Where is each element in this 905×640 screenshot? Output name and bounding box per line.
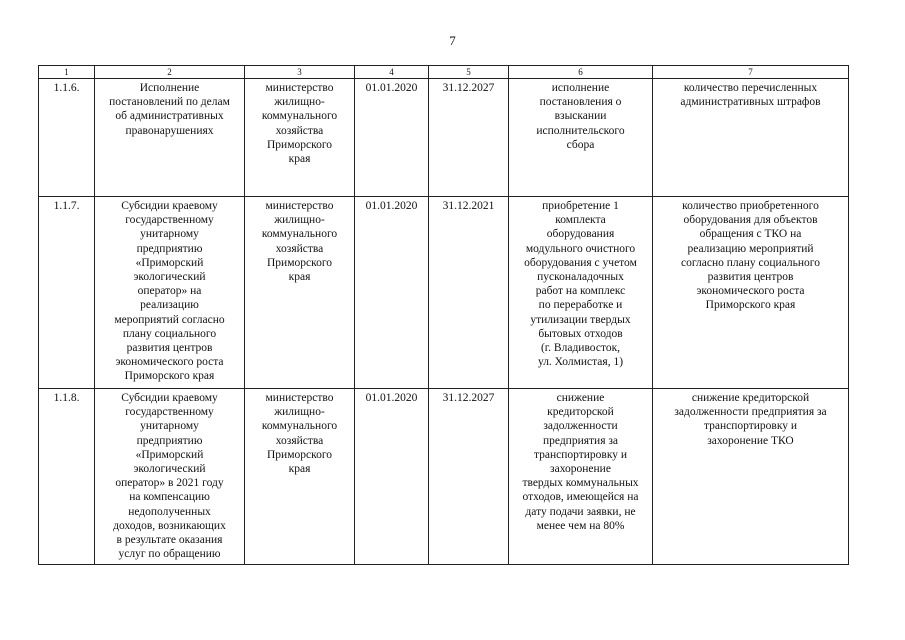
expected-result: исполнение постановления о взыскании исполнительского сбора	[536, 82, 625, 151]
measure-name-cell	[95, 389, 245, 565]
column-header: 1	[39, 66, 95, 79]
executor-cell	[245, 79, 355, 197]
page-number: 7	[449, 33, 456, 48]
row-number: 1.1.6.	[39, 79, 95, 197]
column-header: 7	[653, 66, 849, 79]
indicator: количество приобретенного оборудования для объектов обращения с ТКО на реализацию мероприятий согласно плану социального развития центров экономического роста Приморского края	[681, 200, 820, 312]
result-cell	[509, 197, 653, 389]
row-number: 1.1.8.	[39, 389, 95, 565]
measure-name-cell	[95, 79, 245, 197]
measure-name-cell	[95, 197, 245, 389]
indicator: снижение кредиторской задолженности предприятия за транспортировку и захоронение ТКО	[674, 392, 827, 447]
table-row	[39, 389, 849, 565]
indicator-cell	[653, 197, 849, 389]
result-cell	[509, 389, 653, 565]
end-date: 31.12.2027	[429, 79, 509, 197]
end-date: 31.12.2027	[429, 389, 509, 565]
executor-cell	[245, 197, 355, 389]
executor-cell	[245, 389, 355, 565]
indicator-cell	[653, 79, 849, 197]
measures-table	[38, 65, 849, 565]
column-header: 6	[509, 66, 653, 79]
indicator: количество перечисленных административных штрафов	[680, 82, 821, 109]
table-row	[39, 79, 849, 197]
column-header: 5	[429, 66, 509, 79]
column-header: 4	[355, 66, 429, 79]
start-date: 01.01.2020	[355, 197, 429, 389]
row-number: 1.1.7.	[39, 197, 95, 389]
expected-result: приобретение 1 комплекта оборудования модульного очистного оборудования с учетом пусконаладочных работ на комплекс по переработке и утилизации твердых бытовых отходов (г. Владивосток, ул. Холмистая, 1)	[524, 200, 637, 369]
executor: министерство жилищно- коммунального хозяйства Приморского края	[261, 200, 338, 284]
executor: министерство жилищно- коммунального хозяйства Приморского края	[261, 82, 338, 166]
end-date: 31.12.2021	[429, 197, 509, 389]
measure-name: Субсидии краевому государственному унитарному предприятию «Приморский экологический оператор» на реализацию мероприятий согласно плану социального развития центров экономического роста Приморского края	[114, 200, 225, 383]
measure-name: Субсидии краевому государственному унитарному предприятию «Приморский экологический оператор» в 2021 году на компенсацию недополученных доходов, возникающих в результате оказания услуг по обращению	[113, 392, 226, 561]
column-header: 2	[95, 66, 245, 79]
expected-result: снижение кредиторской задолженности предприятия за транспортировку и захоронение твердых коммунальных отходов, имеющейся на дату подачи заявки, не менее чем на 80%	[522, 392, 639, 532]
indicator-cell	[653, 389, 849, 565]
result-cell	[509, 79, 653, 197]
table-row	[39, 197, 849, 389]
start-date: 01.01.2020	[355, 79, 429, 197]
table-header-row	[39, 66, 849, 79]
executor: министерство жилищно- коммунального хозяйства Приморского края	[261, 392, 338, 476]
measure-name: Исполнение постановлений по делам об административных правонарушениях	[109, 82, 230, 137]
column-header: 3	[245, 66, 355, 79]
start-date: 01.01.2020	[355, 389, 429, 565]
